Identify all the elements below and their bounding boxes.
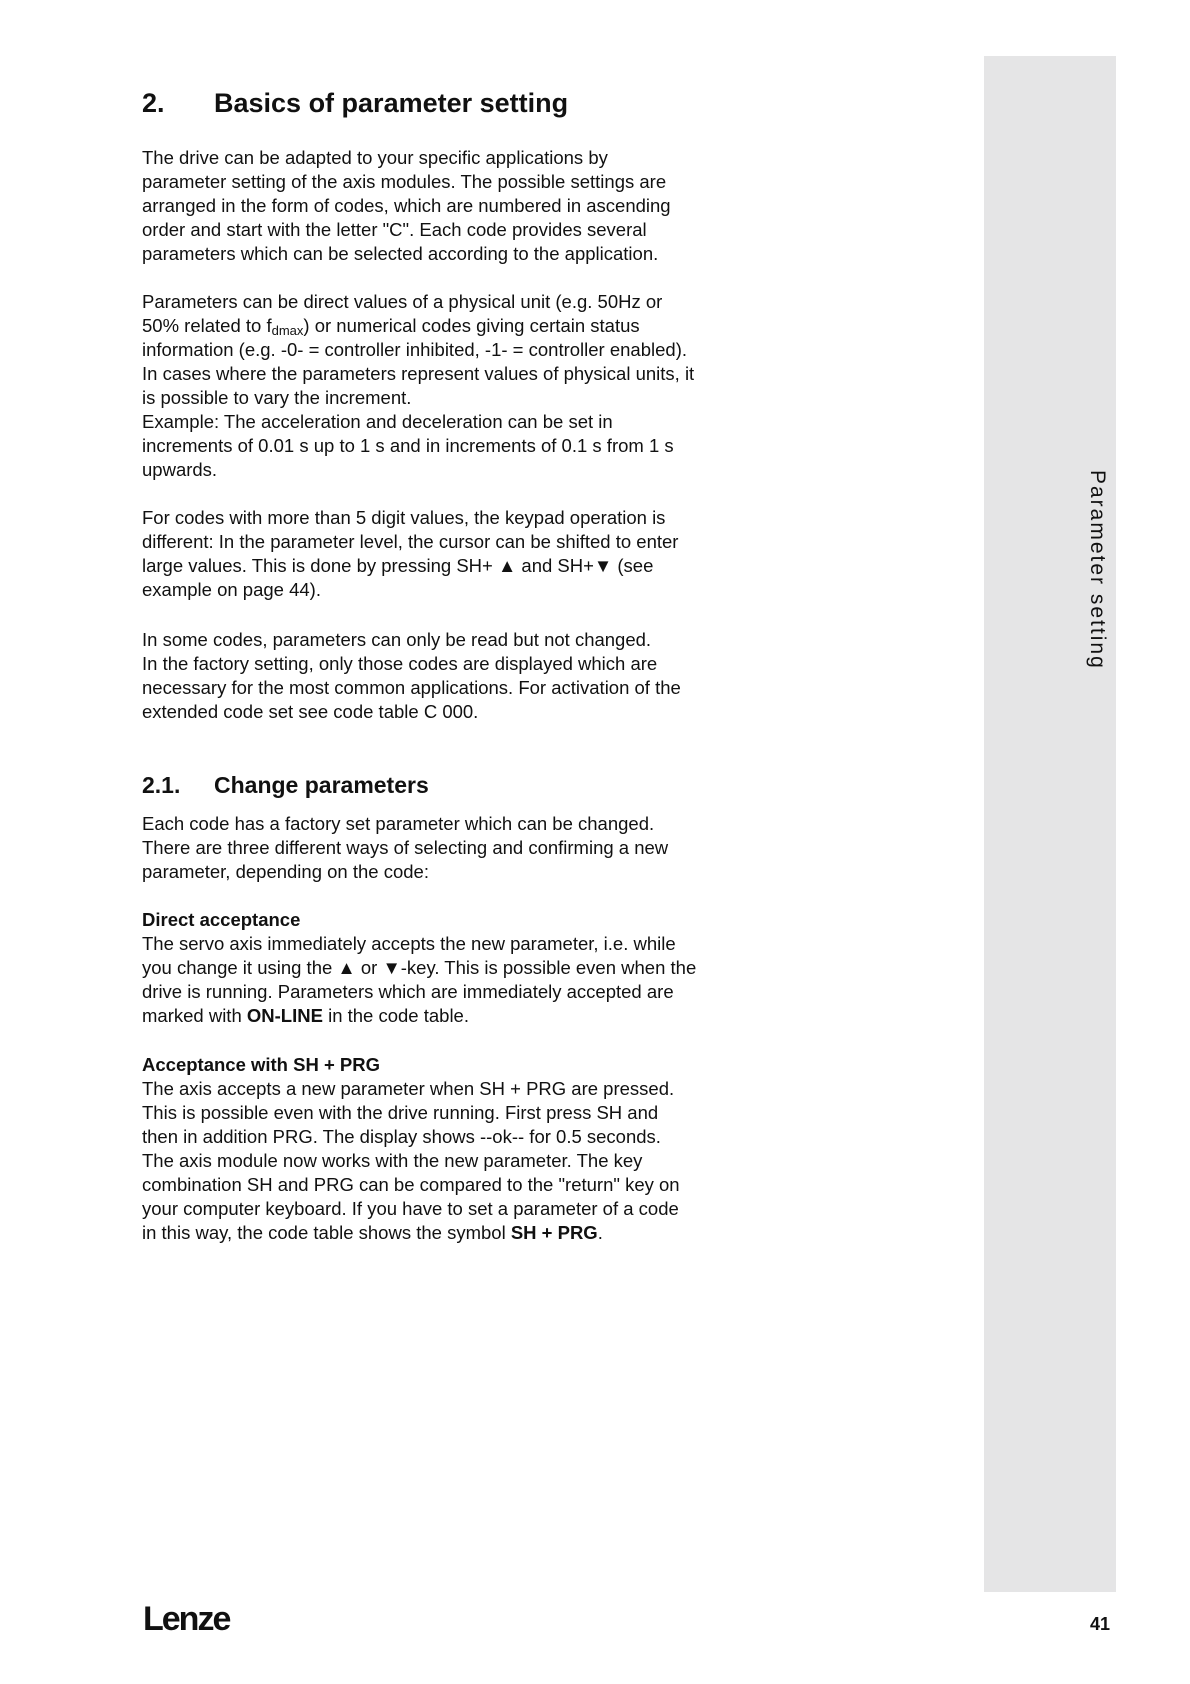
- text-line: In the factory setting, only those codes are displayed which are: [142, 653, 658, 674]
- paragraph-codes: [142, 628, 752, 724]
- paragraph-keypad: [142, 506, 752, 602]
- text-line: The servo axis immediately accepts the new parameter, i.e. while: [142, 933, 676, 954]
- text-line: combination SH and PRG can be compared to the "return" key on: [142, 1174, 680, 1195]
- text-line: In some codes, parameters can only be read but not changed.: [142, 629, 652, 650]
- text-line: [142, 1221, 752, 1245]
- text-line: you change it using the ▲ or ▼-key. This is possible even when the: [142, 957, 697, 978]
- text-line: parameter, depending on the code:: [142, 861, 429, 882]
- text-line: large values. This is done by pressing SH+ ▲ and SH+▼ (see: [142, 555, 654, 576]
- text-line: [142, 1004, 752, 1028]
- text-fragment: marked with: [142, 1005, 247, 1026]
- text-line: For codes with more than 5 digit values, the keypad operation is: [142, 507, 666, 528]
- sidebar-section-label: Parameter setting: [1086, 470, 1109, 670]
- text-line: Example: The acceleration and deceleration can be set in: [142, 411, 613, 432]
- text-line: This is possible even with the drive running. First press SH and: [142, 1102, 659, 1123]
- text-line: increments of 0.01 s up to 1 s and in increments of 0.1 s from 1 s: [142, 435, 674, 456]
- subsection-heading: [142, 772, 429, 799]
- text-line: different: In the parameter level, the cursor can be shifted to enter: [142, 531, 679, 552]
- online-label: ON-LINE: [246, 1005, 323, 1026]
- lenze-logo: Lenze: [143, 1600, 230, 1638]
- paragraph-sh-prg-acceptance: [142, 1053, 752, 1245]
- text-line: In cases where the parameters represent values of physical units, it: [142, 363, 695, 384]
- sidebar-tab: [984, 56, 1116, 1592]
- text-line: order and start with the letter "C". Each code provides several: [142, 219, 647, 240]
- text-line: [142, 314, 752, 338]
- text-line: is possible to vary the increment.: [142, 387, 412, 408]
- text-line: Parameters can be direct values of a physical unit (e.g. 50Hz or: [142, 291, 663, 312]
- text-line: then in addition PRG. The display shows --ok-- for 0.5 seconds.: [142, 1126, 661, 1147]
- text-line: The drive can be adapted to your specific applications by: [142, 147, 608, 168]
- text-line: parameters which can be selected according to the application.: [142, 243, 659, 264]
- direct-acceptance-heading: Direct acceptance: [142, 909, 301, 930]
- text-fragment: 50% related to f: [142, 315, 272, 336]
- text-fragment: .: [597, 1222, 603, 1243]
- text-line: drive is running. Parameters which are immediately accepted are: [142, 981, 674, 1002]
- subscript: dmax: [271, 323, 304, 338]
- text-fragment: in the code table.: [322, 1005, 469, 1026]
- text-line: information (e.g. -0- = controller inhibited, -1- = controller enabled).: [142, 339, 687, 360]
- subsection-number: 2.1.: [142, 772, 181, 798]
- section-number: 2.: [142, 88, 165, 118]
- subsection-title: Change parameters: [214, 772, 429, 798]
- text-fragment: ) or numerical codes giving certain status: [303, 315, 640, 336]
- page-number: 41: [1090, 1614, 1111, 1634]
- paragraph-direct-acceptance: [142, 908, 752, 1028]
- paragraph-intro: [142, 146, 752, 266]
- text-line: example on page 44).: [142, 579, 321, 600]
- section-title: Basics of parameter setting: [214, 88, 569, 118]
- sh-prg-acceptance-heading: Acceptance with SH + PRG: [142, 1054, 380, 1075]
- text-line: Each code has a factory set parameter which can be changed.: [142, 813, 655, 834]
- section-heading: [142, 88, 568, 119]
- text-line: upwards.: [142, 459, 218, 480]
- text-line: your computer keyboard. If you have to set a parameter of a code: [142, 1198, 679, 1219]
- text-fragment: in this way, the code table shows the symbol: [142, 1222, 511, 1243]
- text-line: parameter setting of the axis modules. The possible settings are: [142, 171, 667, 192]
- sh-prg-symbol: SH + PRG: [510, 1222, 598, 1243]
- text-line: extended code set see code table C 000.: [142, 701, 479, 722]
- text-line: arranged in the form of codes, which are numbered in ascending: [142, 195, 671, 216]
- paragraph-parameter-values: [142, 290, 752, 482]
- text-line: The axis module now works with the new parameter. The key: [142, 1150, 643, 1171]
- paragraph-change-intro: [142, 812, 752, 884]
- text-line: There are three different ways of selecting and confirming a new: [142, 837, 669, 858]
- text-line: necessary for the most common applications. For activation of the: [142, 677, 681, 698]
- text-line: The axis accepts a new parameter when SH + PRG are pressed.: [142, 1078, 675, 1099]
